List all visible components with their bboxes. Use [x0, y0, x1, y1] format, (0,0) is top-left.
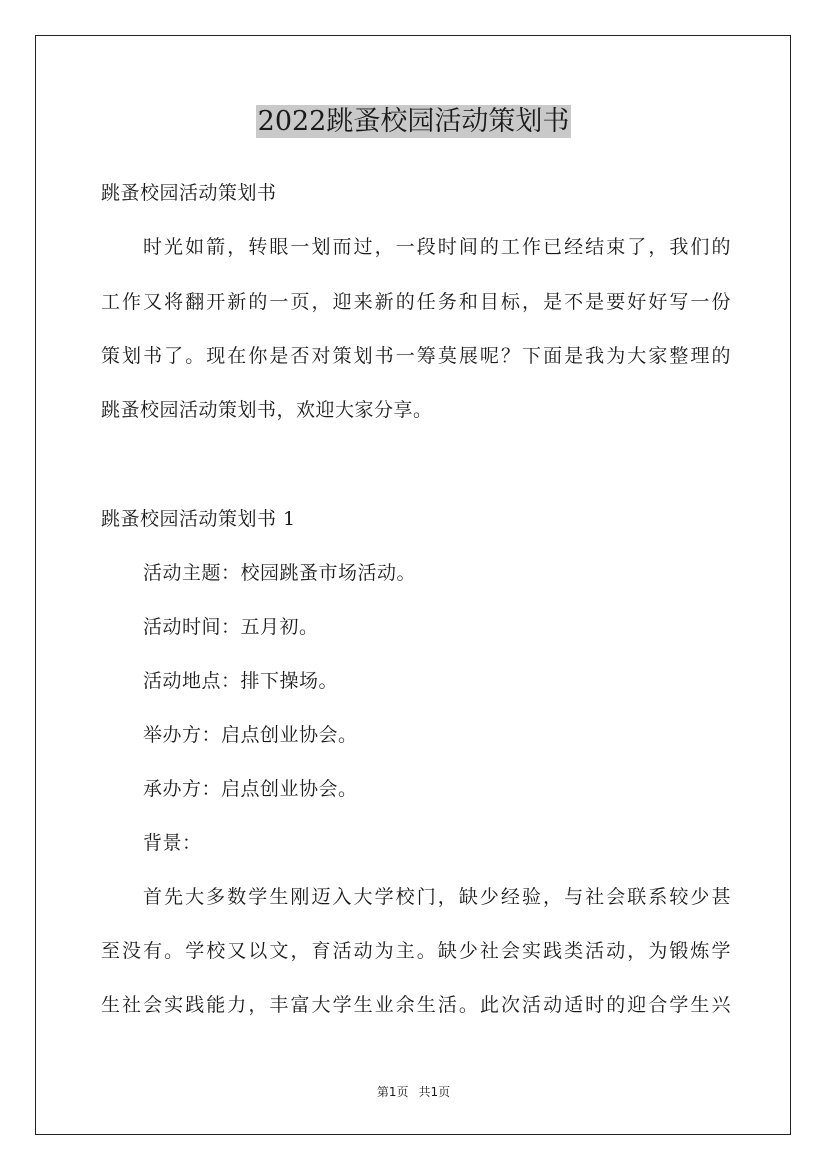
document-title-text: 2022跳蚤校园活动策划书: [257, 106, 570, 137]
intro-line-2: 工作又将翻开新的一页，迎来新的任务和目标，是不是要好好写一份: [101, 291, 731, 313]
page-number: 第1页: [376, 1085, 409, 1099]
background-line-3: 生社会实践能力，丰富大学生业余生活。此次活动适时的迎合学生兴: [101, 994, 731, 1016]
background-label: 背景：: [143, 832, 202, 854]
background-line-1: 首先大多数学生刚迈入大学校门，缺少经验，与社会联系较少甚: [143, 886, 731, 908]
intro-line-1: 时光如箭，转眼一划而过，一段时间的工作已经结束了，我们的: [143, 236, 731, 258]
activity-location: 活动地点：排下操场。: [143, 670, 339, 692]
document-subtitle: 跳蚤校园活动策划书: [101, 182, 277, 204]
activity-theme: 活动主题：校园跳蚤市场活动。: [143, 562, 417, 584]
document-title: [0, 100, 827, 144]
section1-heading: 跳蚤校园活动策划书 1: [101, 508, 296, 530]
organizer: 举办方：启点创业协会。: [143, 724, 358, 746]
page-footer: [0, 1083, 827, 1101]
intro-line-3: 策划书了。现在你是否对策划书一筹莫展呢？下面是我为大家整理的: [101, 345, 731, 367]
intro-line-4: 跳蚤校园活动策划书，欢迎大家分享。: [101, 399, 433, 421]
activity-time: 活动时间：五月初。: [143, 616, 319, 638]
page-total: 共1页: [418, 1085, 451, 1099]
co-organizer: 承办方：启点创业协会。: [143, 778, 358, 800]
background-line-2: 至没有。学校又以文，育活动为主。缺少社会实践类活动，为锻炼学: [101, 940, 731, 962]
